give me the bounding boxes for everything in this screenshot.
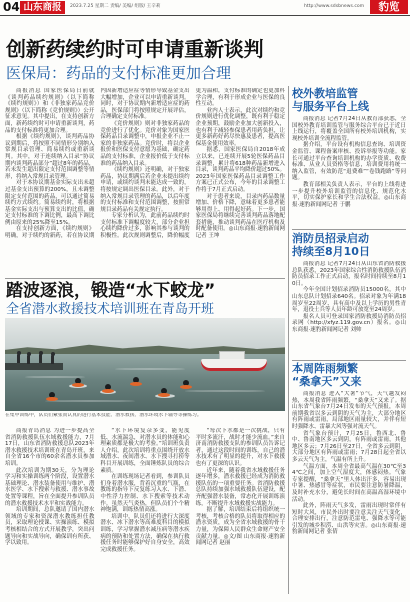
feature-headline: 踏波逐浪，锻造“水下蛟龙” — [6, 281, 216, 301]
sidebar-article-body — [292, 261, 406, 357]
article-paragraph: “水下环境复杂多变，能见度低、水流湍急，对潜水员的体能和心理素质都是极大的考验。”培训班负责人介绍，此次培训将重点围绕开放水域潜水、夜间潜水、水下搜寻打捞等科目开展训练，全面锤炼队员的综合素质。 — [100, 428, 190, 474]
sidebar-divider — [292, 360, 406, 361]
article-paragraph: 《续约规则》还明确，对于独家药品，协议期满后若企业未提出续约申请，或续约谈判未能达成一致的，将按规定调出医保目录。此外，对于纳入常规目录管理的药品，以后年度的支付标准和支付范围调整，按照常规目录药品有关规定执行。 — [100, 167, 190, 213]
news-photo — [5, 318, 285, 411]
article-paragraph: 据悉，国家医保局自2018年成立以来，已连续开展5轮医保药品目录调整，累计将618种药品新增进入目录，谈判药品平均降价超过50%。2023年国家医保药品目录调整工作方案已正式公布，今年的目录调整工作将于7月正式启动。 — [195, 147, 285, 193]
article-paragraph: 专家分析认为，此前药品续约时支付标准下调幅度较大，部分企业担心续约降价过多，影响其参与谈判的积极性。此次规则调整后，降价幅度更为温和，支付标准的确定也更加科学合理，有利于形成企业与医保的良性互动。 — [100, 88, 285, 240]
headline-line: 消防员招录启动 — [292, 232, 369, 245]
article-paragraph: 省气象台预计，7月25日，鲁西北、鲁中、鲁南地区多云到阴，有阵雨或雷雨，其他地区多云；7月26日至27日，全省多云到阴，大部分地区有阵雨或雷雨；7月28日起全省以多云天气为主，气温有所上升。 — [292, 430, 406, 463]
article-paragraph: 培训期间，总队邀请了国内潜水领域的专家和资深潜水教练担任教员，采取理论授课、实操演练、模拟考核相结合的方式开展教学，突出问题导向和实战导向，确保训有所获、学以致用。 — [5, 507, 95, 547]
person-figure — [27, 355, 30, 364]
photo-ripple — [115, 368, 185, 370]
sidebar-article-body — [292, 391, 406, 591]
sidebar-headline — [292, 88, 406, 113]
article-paragraph: 在支持创新方面，《续约规则》明确，对于续约的新药，若在协议期内因新增适应症等情形导致基金支出大幅增加，企业可以申请重新谈判。同时，对于协议期内新增适应症的药品，医保部门将按照规定开展评估，合理确定支付标准。 — [5, 88, 190, 240]
article-paragraph: 对于患者来说，目录内药品数量增加、价格下降，意味着更多患者能够用得上、用得起好药。下一步，国家医保局将继续完善谈判药品落地配套措施，推动谈判药品在医疗机构及时配备使用。◎山东商报·速豹新闻网记者 王坤 — [195, 193, 285, 240]
article-paragraph: 对于本协议期基金实际支出未超过基金支出预算的200%，且未调整限定支付范围的药品，可以通过简易续约方式续约。简易续约时，将根据基金实际支出与预算支出的比值，确定支付标准的下调比例，最高下调比例由原来的25%降至15%。 — [5, 180, 95, 226]
article-paragraph: 此次培训为期30天，分为理论学习和实操训练两个阶段，设置潜水基础理论、潜水装备使用与维护、潜水医学、水下搜索与救援、潜水事故处置等课程，旨在全面提升参训队员的潜水救援技术水平和实战能力。 — [5, 467, 95, 507]
article-paragraph: 气温方面，本周全省最高气温在30℃至34℃之间，加上空气湿度大，体感闷热。气象专家提醒，“桑拿天”里人体出汗多，容易出现中暑、热感冒等症状，市民要注意防暑降温，及时补充水分，避免长时间在高温高湿环境中活动。 — [292, 463, 406, 503]
photo-ripple — [185, 390, 265, 392]
diver-figure — [183, 380, 189, 386]
article-paragraph: 商报消息 进入“大暑”节气，天气越发闷热，本周我省阵雨频繁，“桑拿天”又来了。据山东省气象台7月24日发布的天气预报，本周前期我省以多云到阴的天气为主，大部分地区有阵雨或雷雨，局部地区雨量较大，并伴有短时强降水、雷暴大风等强对流天气。 — [292, 391, 406, 430]
article-paragraph: 商报消息 记者7月24日从教育部获悉，全国校外教育培训监管与服务综合平台已于近日上线运行，将覆盖全国所有校外培训机构，实现校外培训全流程监管。 — [292, 116, 406, 142]
masthead-logo: 山东商报 — [20, 1, 65, 14]
diver-figure — [75, 378, 81, 384]
section-divider — [5, 278, 285, 279]
article-paragraph: 报名人员可登录国家消防救援局消防员招录网（http://xfyz.119.gov.cn）报名。◎山东商报·速豹新闻网记者 刘帅 — [292, 313, 406, 333]
headline-line: 本周阵雨频繁 — [292, 362, 358, 375]
article-paragraph: 据介绍，平台设有机构信息查询、培训资金监管、课程备案审核、投诉举报等功能。家长可通过平台查询培训机构的办学资质、收费标准、从业人员资格等信息，培训费用将统一纳入监管，有效防范“退费难”“卷钱跑路”等问题。 — [292, 142, 406, 182]
sidebar-article-body — [292, 116, 406, 224]
article-paragraph: 商报青岛消息 为进一步提高全省消防救援队伍水域救援能力，7月17日，山东省消防救援总队2023年潜水救援技术培训班在青岛开班，来自全省16个市的60余名潜水员参加培训。 — [5, 428, 95, 467]
photo-caption: 在集中训练中，队员们紧张而认真的进行基本技能、潜水救援、潜水环境水下辅导等操练习。 — [5, 413, 202, 418]
article-paragraph: 据了解，培训结束后将组织统一考核，考核合格的队员将取得相应的潜水资质，成为全省水域救援的骨干力量，为保障人民群众生命财产安全贡献力量。◎文/图 山东商报·速豹新闻网记者 赵丽 — [195, 507, 285, 547]
feature-article-body — [5, 428, 285, 592]
sidebar-headline — [292, 233, 406, 258]
article-paragraph: 今年全国计划招录消防员15000名，其中山东总队计划招录640名。招录对象为年满18周岁至22周岁、具有高中及以上学历的男性青年，退役士兵等人员年龄可放宽至24周岁。 — [292, 287, 406, 314]
photo-boat — [201, 359, 267, 371]
article-paragraph: “每次下水都是一次挑战，只有平时多流汗，战时才能少流血。”来自济南消防救援支队的参训队员告诉记者，通过这段时间的训练，自己的潜水技术有了明显的提升，对水下救援也有了更深的认识。 — [195, 428, 285, 467]
article-paragraph: 教育部相关负责人表示，平台的上线将进一步提升校外培训监管的信息化、规范化水平，切实保护家长和学生合法权益。◎山东商报·速豹新闻网记者 于鹏 — [292, 181, 406, 208]
article-paragraph: 在训练现场记者看到，参训队员们身着潜水服，背着沉重的气瓶，在教练的指导下反复练习入水、下潜、中性浮力控制、水下搜索等技术动作。虽然天气炎热，但队员们个个精神饱满，训练热情高涨。 — [100, 474, 190, 514]
lead-headline: 创新药续约时可申请重新谈判 — [6, 37, 264, 61]
photo-pier — [5, 363, 63, 370]
article-paragraph: 此外，阵雨天气多发，雷雨出现时常伴有短时大风，市民外出时要注意关注天气变化，合理安排出行，注意防范雷电、强降水等可能引发的城乡积涝、山洪等灾害。◎山东商报·速豹新闻网记者 张倩 — [292, 503, 406, 536]
diver-figure — [133, 377, 139, 383]
person-figure — [39, 354, 42, 363]
article-paragraph: 业内人士表示，此次对续约和竞价规则进行优化调整，既有利于稳定企业预期，鼓励企业加大创新投入，也有利于减轻参保患者用药负担，让更多新药好药尽快惠及患者，提高医保基金使用效率。 — [195, 107, 285, 147]
article-paragraph: 《竞价规则》则对非独家药品的竞价进行了优化。竞价对象为国家医保药品目录调整中，申报企业不止一家的非独家药品。竞价时，将以企业报价和医保支付意愿为基础，确定药品的支付标准，企业报价低于支付标准的药品纳入目录。 — [100, 120, 190, 167]
person-figure — [51, 355, 54, 364]
website-url: http://www.sdsbnews.com — [304, 4, 365, 9]
article-paragraph: 培训中，队员们还将进行大深度潜水、冰下潜水等高难度科目的模拟训练，学习掌握潜水减压病等潜水疾病的预防和处置方法，确保在执行救援任务时能够保护好自身安全，高效完成救援任务。 — [100, 513, 190, 553]
lead-subheadline: 医保局：药品的支付标准更加合理 — [6, 64, 232, 82]
article-paragraph: 商报消息 国家医保局日前就《谈判药品续约规则》（以下简称《续约规则》）和《非独家药品竞价规则》（以下简称《竞价规则》）公开征求意见。其中提出，在支持创新方面，新药续约时可申请重新谈判，药品的支付标准将更加合理。 — [5, 88, 95, 134]
date-line: 2023.7.25 星期二 责编/ 美编/ 组版/ 王辛莉 — [70, 4, 161, 9]
photo-ripple — [45, 400, 135, 402]
column-divider — [288, 86, 289, 594]
headline-line: “桑拿天”又来 — [292, 374, 362, 388]
diver-figure — [105, 384, 111, 390]
lead-article-body — [5, 88, 285, 276]
section-badge: 豹览 — [370, 0, 408, 14]
article-paragraph: 商报消息 记者7月24日从山东省消防救援总队获悉，2023年国家综合性消防救援队伍消防员招录工作正式启动，报名时间持续至8月10日。 — [292, 261, 406, 287]
page-number: 04 — [3, 0, 20, 14]
article-paragraph: 近年来，随着我省水域救援任务逐年增多，潜水救援已经成为消防救援队伍的一项重要任务。省消防救援总队持续加强水域救援队伍建设，配齐配强潜水装备，常态化开展训练演练，不断提升水域救援实战能力。 — [195, 467, 285, 507]
headline-line: 持续至8月10日 — [292, 244, 370, 258]
article-paragraph: 根据《续约规则》，谈判药品协议到期后，将按照不同情形分别纳入常规目录管理、简易续约或重新谈判。其中，对于连续纳入目录“协议期内谈判药品部分”超过8年的药品，若未发生超出限定支付范围调整等情形，将纳入常规目录管理。 — [5, 134, 95, 180]
diver-figure — [49, 392, 55, 398]
diver-figure — [161, 388, 167, 394]
headline-line: 校外教培监管 — [292, 87, 358, 100]
header-divider — [0, 15, 410, 16]
person-figure — [17, 354, 20, 363]
headline-line: 与服务平台上线 — [292, 99, 369, 113]
sidebar-divider — [292, 229, 406, 230]
sidebar-headline — [292, 363, 406, 388]
feature-subheadline: 全省潜水救援技术培训班在青岛开班 — [6, 302, 215, 317]
